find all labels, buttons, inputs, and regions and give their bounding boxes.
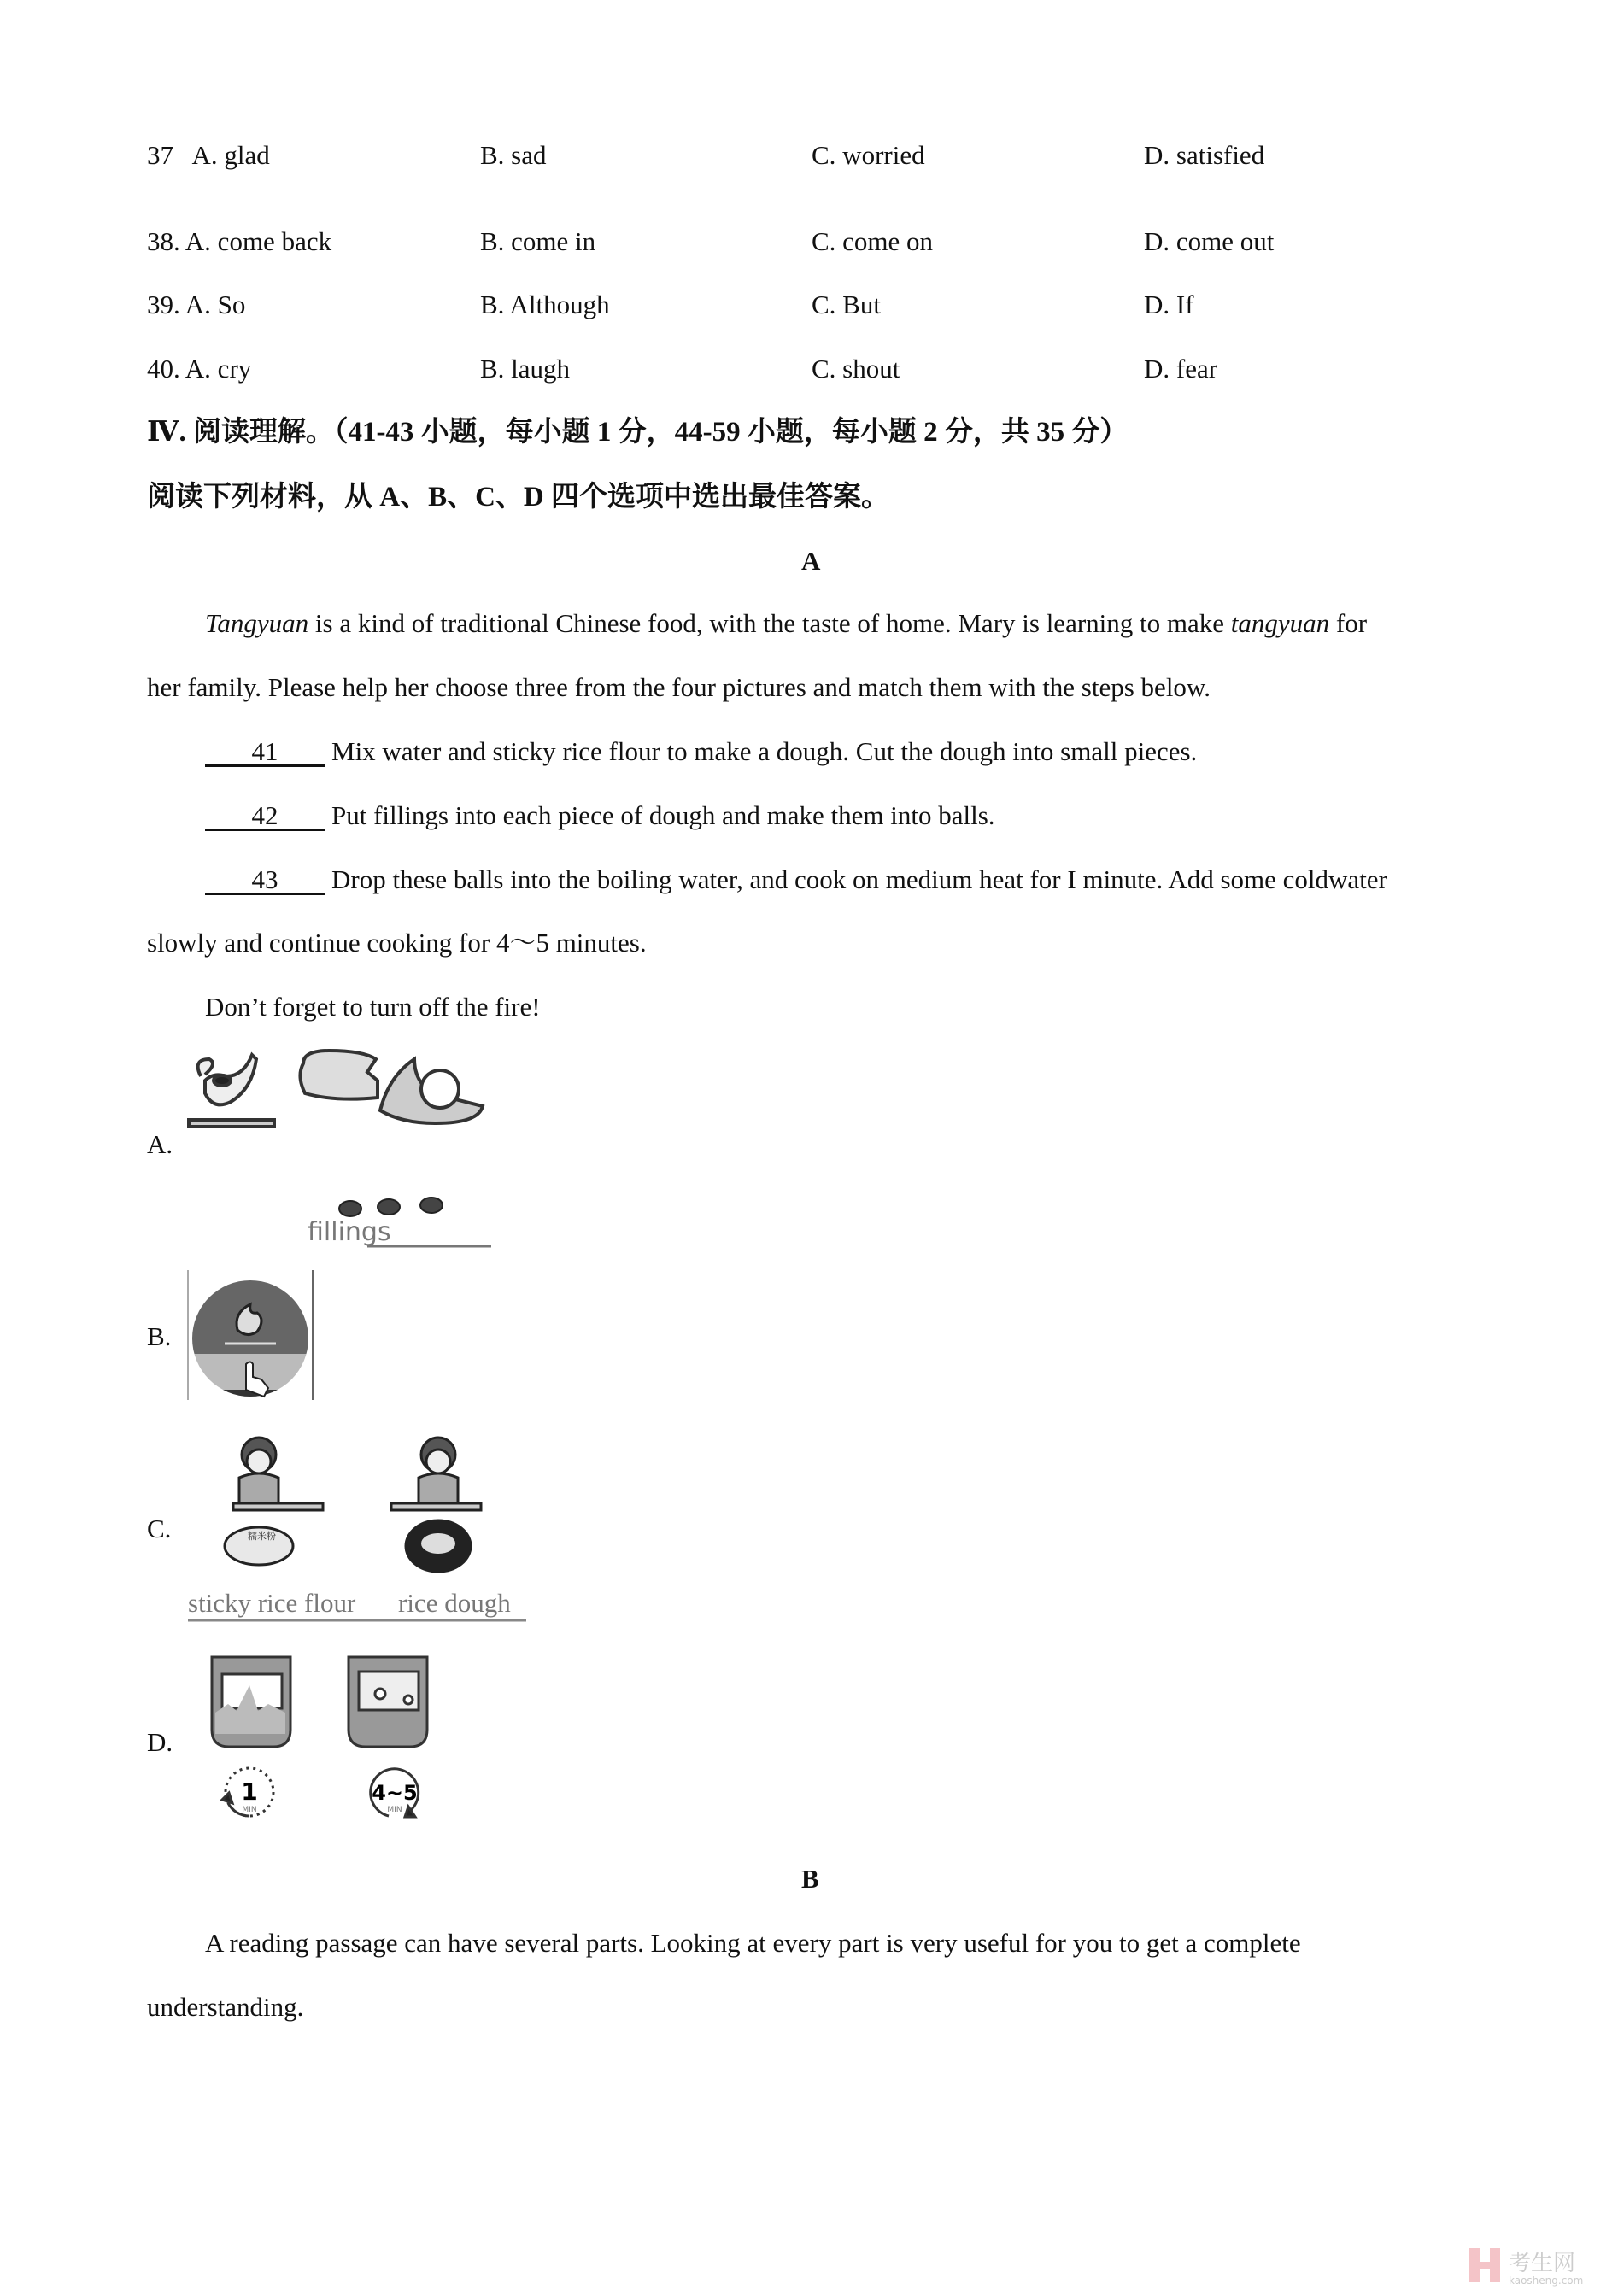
bowl-label: 糯米粉	[248, 1531, 276, 1542]
option-b: B. sad	[480, 140, 547, 170]
step-text: Mix water and sticky rice flour to make a dough. Cut the dough into small pieces.	[331, 736, 1198, 766]
passage-a-heading: A	[801, 546, 821, 576]
passage-b-line1: A reading passage can have several parts. Looking at every part is very useful for you to get a complete	[205, 1928, 1301, 1958]
step-41	[205, 735, 1197, 769]
question-number: 40.	[147, 354, 180, 384]
option-d: D. come out	[1144, 226, 1275, 256]
picture-a-illustration	[184, 1046, 508, 1251]
reminder: Don’t forget to turn off the fire!	[205, 992, 541, 1022]
option-b: B. laugh	[480, 354, 571, 384]
option-a: A. glad	[191, 140, 270, 170]
step-42	[205, 799, 995, 833]
option-c: C. shout	[812, 354, 900, 384]
timer-2-unit: MIN	[387, 1806, 402, 1814]
section-instruction: 阅读下列材料，从 A、B、C、D 四个选项中选出最佳答案。	[147, 482, 890, 512]
answer-blank-41[interactable]: 41	[205, 739, 325, 767]
option-d: D. fear	[1144, 354, 1218, 384]
option-d: D. satisfied	[1144, 140, 1265, 170]
fillings-caption: fillings	[308, 1217, 391, 1247]
option-c: C. But	[812, 290, 881, 319]
rice-dough-caption: rice dough	[398, 1588, 511, 1618]
option-row-39	[147, 288, 245, 322]
watermark-logo	[1468, 2238, 1621, 2289]
italic-term: Tangyuan	[205, 608, 309, 638]
option-b: B. Although	[480, 290, 610, 319]
step-43	[205, 863, 1387, 897]
italic-term: tangyuan	[1230, 608, 1330, 638]
timer-1-unit: MIN	[242, 1806, 257, 1814]
option-row-37	[147, 138, 270, 173]
picture-b-label: B.	[147, 1321, 172, 1351]
option-a: A. cry	[185, 354, 252, 384]
timer-1-value: 1	[241, 1778, 258, 1806]
option-row-38	[147, 225, 331, 259]
option-c: C. come on	[812, 226, 934, 256]
intro-text: for	[1329, 608, 1368, 638]
intro-text: is a kind of traditional Chinese food, with the taste of home. Mary is learning to make	[308, 608, 1231, 638]
timer-2-value: 4~5	[372, 1781, 418, 1805]
option-a: A. come back	[185, 226, 332, 256]
picture-b-turn-off-stove	[186, 1270, 316, 1400]
option-b: B. come in	[480, 226, 596, 256]
picture-c-label: C.	[147, 1514, 172, 1543]
step-text: Drop these balls into the boiling water, and cook on medium heat for I minute. Add some coldwater	[331, 864, 1387, 894]
question-number: 38.	[147, 226, 180, 256]
answer-blank-43[interactable]: 43	[205, 867, 325, 895]
picture-d-boiling	[205, 1653, 444, 1824]
kaosheng-logo-icon	[1468, 2238, 1621, 2289]
svg-text:kaosheng.com: kaosheng.com	[1509, 2275, 1584, 2287]
option-a: A. So	[185, 290, 246, 319]
passage-b-line2: understanding.	[147, 1992, 304, 2022]
passage-a-intro-line2: her family. Please help her choose three from the four pictures and match them with the steps below.	[147, 672, 1211, 702]
section-title: Ⅳ. 阅读理解。（41-43 小题，每小题 1 分，44-59 小题，每小题 2 分，共 35 分）	[147, 417, 1129, 448]
step-text: Put fillings into each piece of dough and make them into balls.	[331, 800, 995, 830]
picture-a-label: A.	[147, 1129, 173, 1159]
option-d: D. If	[1144, 290, 1194, 319]
sticky-rice-flour-caption: sticky rice flour	[188, 1588, 356, 1618]
option-c: C. worried	[812, 140, 925, 170]
passage-b-heading: B	[801, 1864, 819, 1894]
step-43-continued: slowly and continue cooking for 4～5 minutes.	[147, 928, 647, 958]
option-row-40	[147, 352, 251, 386]
picture-c-making-dough	[186, 1431, 528, 1631]
picture-d-label: D.	[147, 1727, 173, 1757]
answer-blank-42[interactable]: 42	[205, 803, 325, 831]
question-number: 37	[147, 140, 173, 170]
svg-text:考生网: 考生网	[1509, 2251, 1576, 2276]
passage-a-intro-line1	[205, 606, 1367, 641]
question-number: 39.	[147, 290, 180, 319]
